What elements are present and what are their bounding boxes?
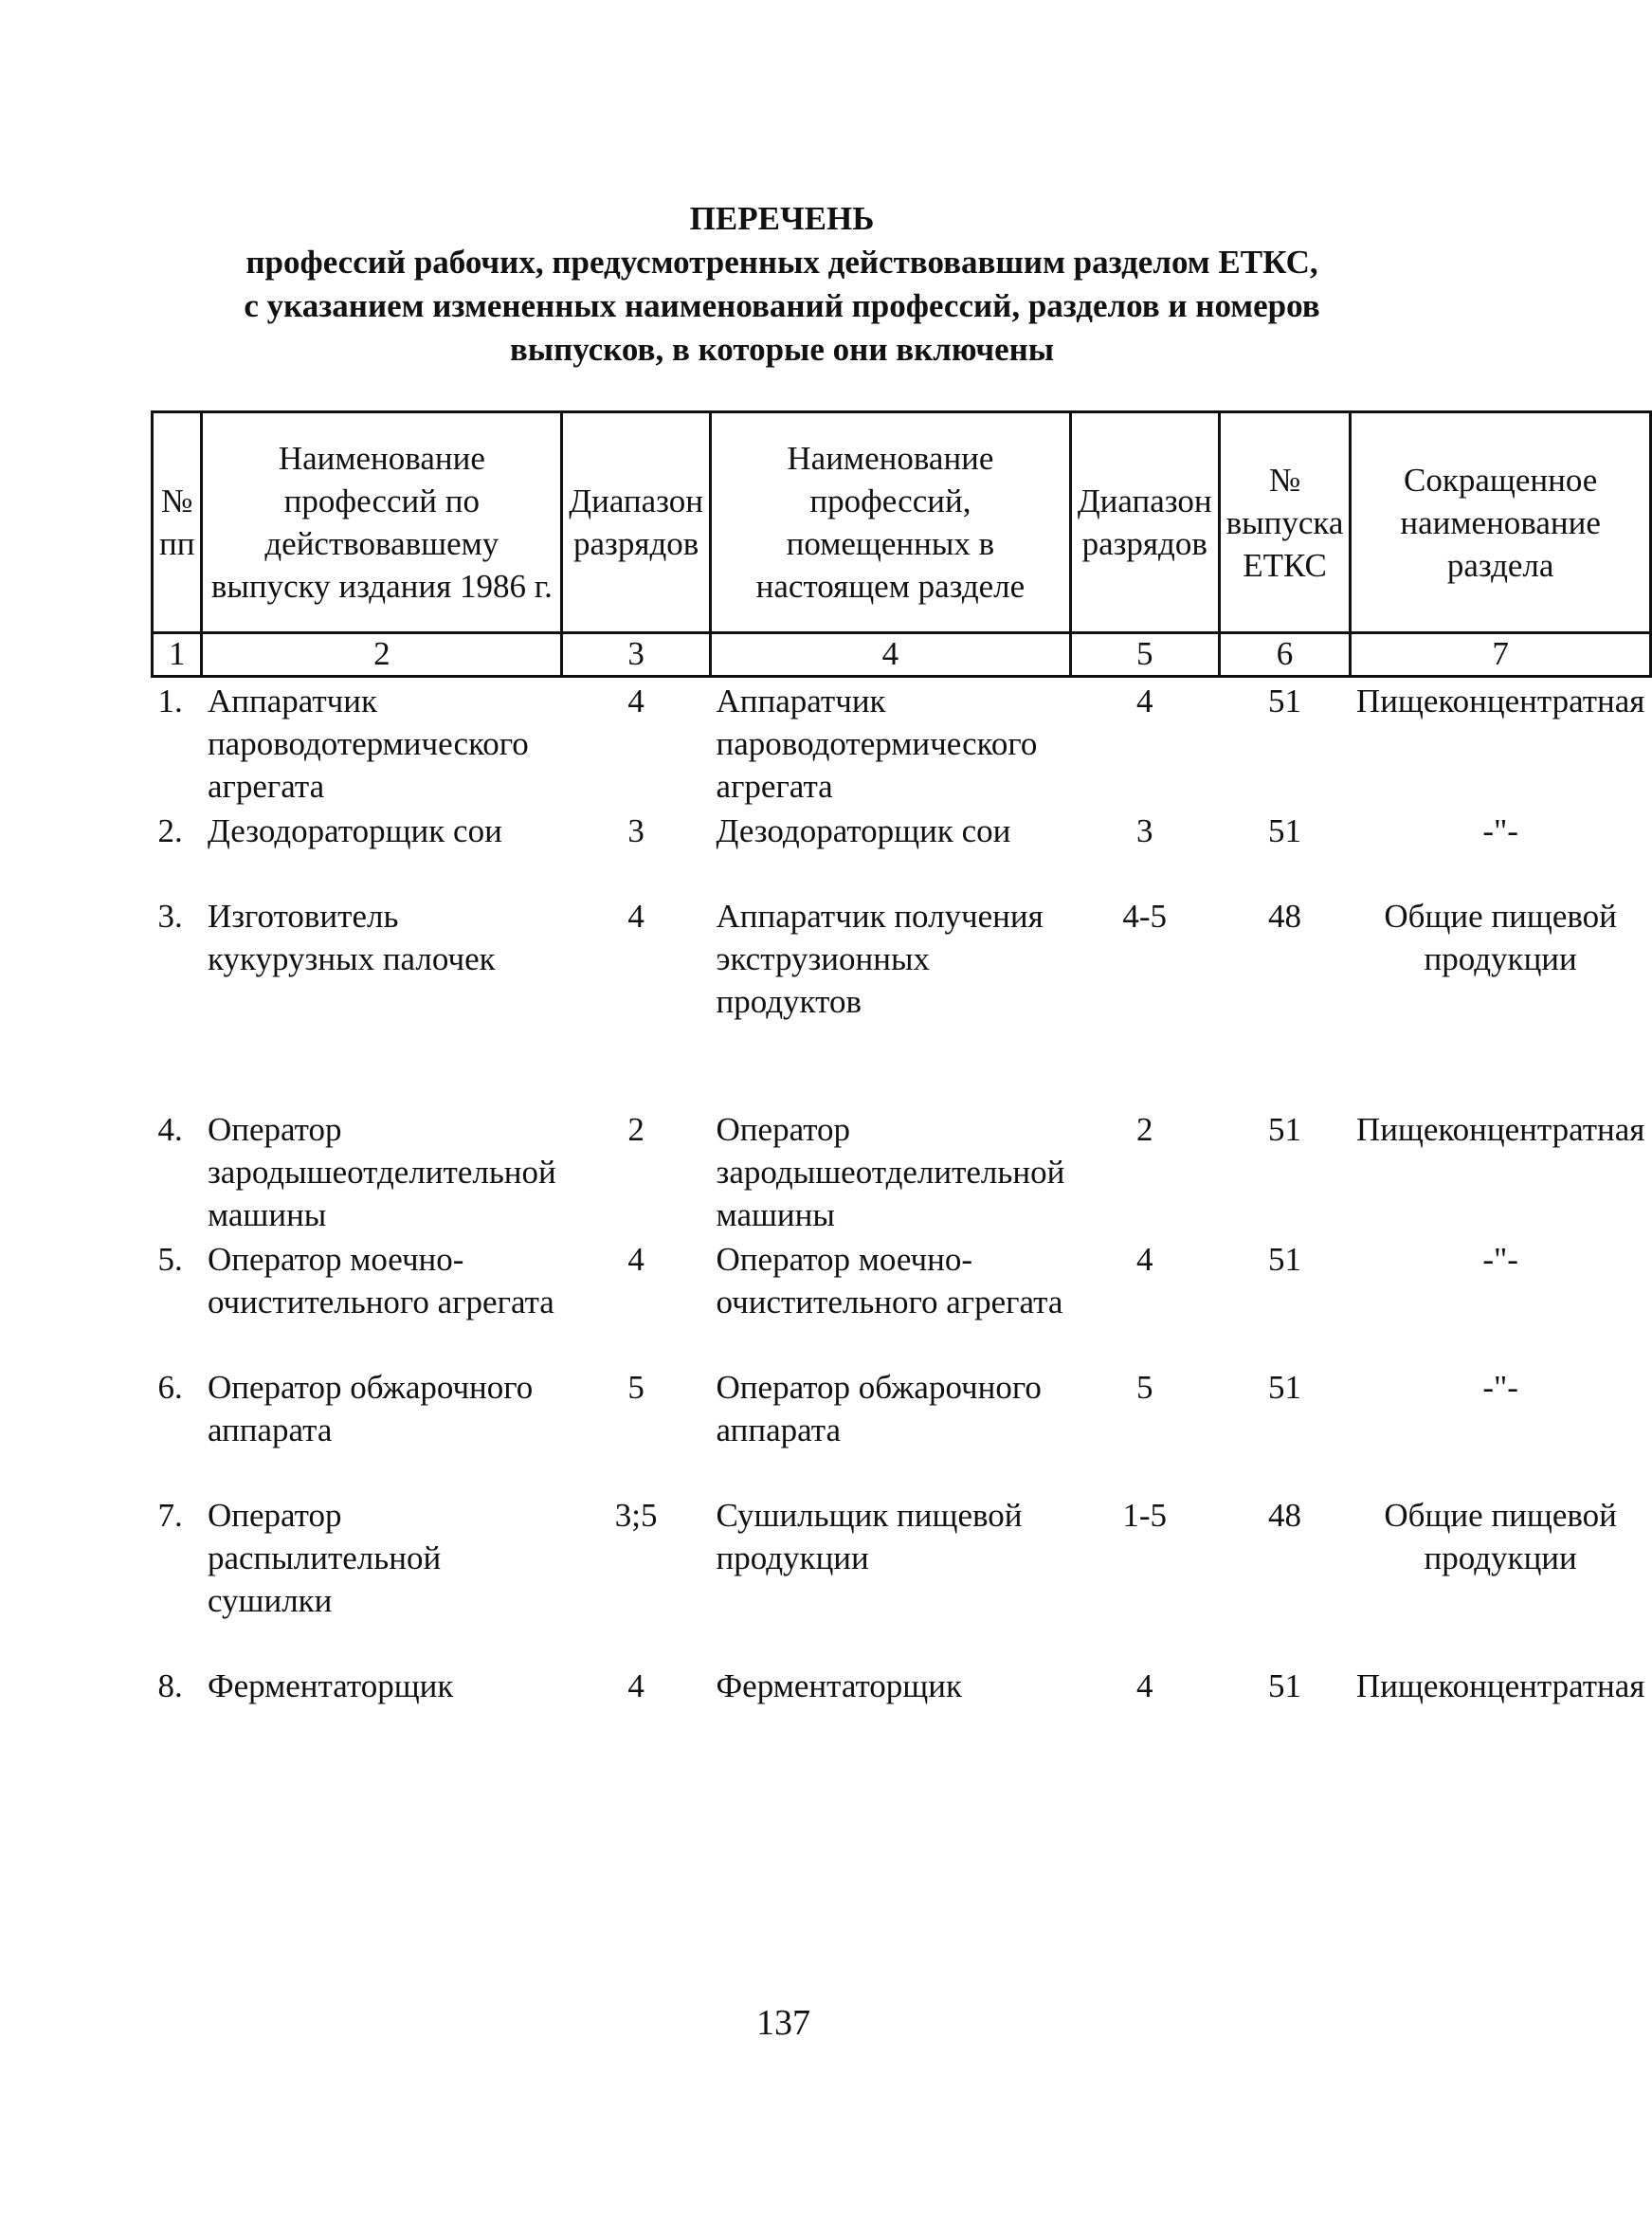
section-short-name: Пищеконцентратная [1355, 1667, 1645, 1704]
new-grade-range: 4 [1135, 683, 1153, 719]
column-header: Диапазон разрядов [562, 412, 711, 633]
section-short-name: Общие пищевой продукции [1384, 898, 1617, 977]
heading-line-2: с указанием измененных наименований профессий, разделов и номеров [244, 287, 1320, 324]
table-row [153, 1492, 1651, 1663]
section-short-name: -"- [1482, 812, 1518, 849]
column-number: 5 [1070, 633, 1219, 677]
new-profession-name: Аппаратчик пароводотермического агрегата [716, 683, 1038, 805]
table-row [153, 677, 1651, 809]
column-number: 2 [202, 633, 562, 677]
heading-line-3: выпусков, в которые они включены [509, 331, 1055, 368]
issue-number: 48 [1268, 1497, 1302, 1534]
old-grade-range: 4 [627, 1667, 644, 1704]
column-header: № выпуска ЕТКС [1219, 412, 1351, 633]
column-header: № пп [153, 412, 202, 633]
new-profession-name: Аппаратчик получения экструзионных продуктов [716, 898, 1044, 1020]
new-grade-range: 5 [1135, 1369, 1153, 1406]
old-profession-name: Оператор зародышеотделительной машины [207, 1111, 556, 1233]
old-profession-name: Дезодораторщик сои [207, 812, 502, 849]
row-number: 4. [157, 1111, 183, 1148]
professions-table [151, 410, 1652, 1791]
column-header: Диапазон разрядов [1070, 412, 1219, 633]
section-short-name: -"- [1482, 1369, 1518, 1406]
old-grade-range: 2 [627, 1111, 644, 1148]
issue-number: 48 [1268, 898, 1302, 935]
old-profession-name: Оператор моечно-очистительного агрегата [207, 1241, 554, 1320]
table-row [153, 1364, 1651, 1492]
table-row [153, 1236, 1651, 1364]
section-short-name: Пищеконцентратная [1355, 683, 1645, 719]
old-profession-name: Оператор обжарочного аппарата [207, 1369, 534, 1448]
old-grade-range: 5 [627, 1369, 644, 1406]
old-grade-range: 3;5 [614, 1497, 658, 1534]
new-grade-range: 4-5 [1122, 898, 1168, 935]
new-grade-range: 4 [1135, 1667, 1153, 1704]
section-short-name: -"- [1482, 1241, 1518, 1278]
new-profession-name: Дезодораторщик сои [716, 812, 1011, 849]
column-number: 3 [562, 633, 711, 677]
section-short-name: Пищеконцентратная [1355, 1111, 1645, 1148]
new-profession-name: Оператор зародышеотделительной машины [716, 1111, 1065, 1233]
heading-title: ПЕРЕЧЕНЬ [689, 200, 875, 237]
old-profession-name: Изготовитель кукурузных палочек [207, 898, 496, 977]
old-profession-name: Ферментаторщик [207, 1667, 454, 1704]
column-header: Сокращенное наименование раздела [1351, 412, 1650, 633]
new-profession-name: Сушильщик пищевой продукции [716, 1497, 1023, 1576]
table-header-row [153, 412, 1651, 633]
section-short-name: Общие пищевой продукции [1384, 1497, 1617, 1576]
table-row [153, 1106, 1651, 1236]
issue-number: 51 [1268, 1241, 1302, 1278]
new-profession-name: Оператор обжарочного аппарата [716, 1369, 1042, 1448]
old-profession-name: Оператор распылительной сушилки [207, 1497, 442, 1619]
row-number: 3. [157, 898, 183, 935]
column-header: Наименование профессий, помещенных в настоящем разделе [711, 412, 1071, 633]
old-grade-range: 3 [627, 812, 644, 849]
row-number: 2. [157, 812, 183, 849]
row-number: 7. [157, 1497, 183, 1534]
new-profession-name: Оператор моечно-очистительного агрегата [716, 1241, 1063, 1320]
new-grade-range: 1-5 [1122, 1497, 1168, 1534]
column-number: 4 [711, 633, 1071, 677]
row-number: 1. [157, 683, 183, 719]
new-grade-range: 3 [1135, 812, 1153, 849]
column-header: Наименование профессий по действовавшему выпуску издания 1986 г. [202, 412, 562, 633]
old-profession-name: Аппаратчик пароводотермического агрегата [207, 683, 529, 805]
new-grade-range: 4 [1135, 1241, 1153, 1278]
column-number: 7 [1351, 633, 1650, 677]
issue-number: 51 [1268, 1111, 1302, 1148]
row-number: 5. [157, 1241, 183, 1278]
column-number-row [153, 633, 1651, 677]
page-number: 137 [756, 2003, 810, 2043]
issue-number: 51 [1268, 683, 1302, 719]
new-grade-range: 2 [1135, 1111, 1153, 1148]
row-number: 6. [157, 1369, 183, 1406]
column-number: 1 [153, 633, 202, 677]
column-number: 6 [1219, 633, 1351, 677]
table-row [153, 808, 1651, 893]
issue-number: 51 [1268, 1667, 1302, 1704]
issue-number: 51 [1268, 1369, 1302, 1406]
heading-line-1: профессий рабочих, предусмотренных действовавшим разделом ЕТКС, [245, 244, 1318, 281]
issue-number: 51 [1268, 812, 1302, 849]
old-grade-range: 4 [627, 683, 644, 719]
heading [152, 197, 1412, 372]
old-grade-range: 4 [627, 1241, 644, 1278]
old-grade-range: 4 [627, 898, 644, 935]
table-row [153, 893, 1651, 1106]
table-row [153, 1663, 1651, 1791]
row-number: 8. [157, 1667, 183, 1704]
new-profession-name: Ферментаторщик [716, 1667, 962, 1704]
